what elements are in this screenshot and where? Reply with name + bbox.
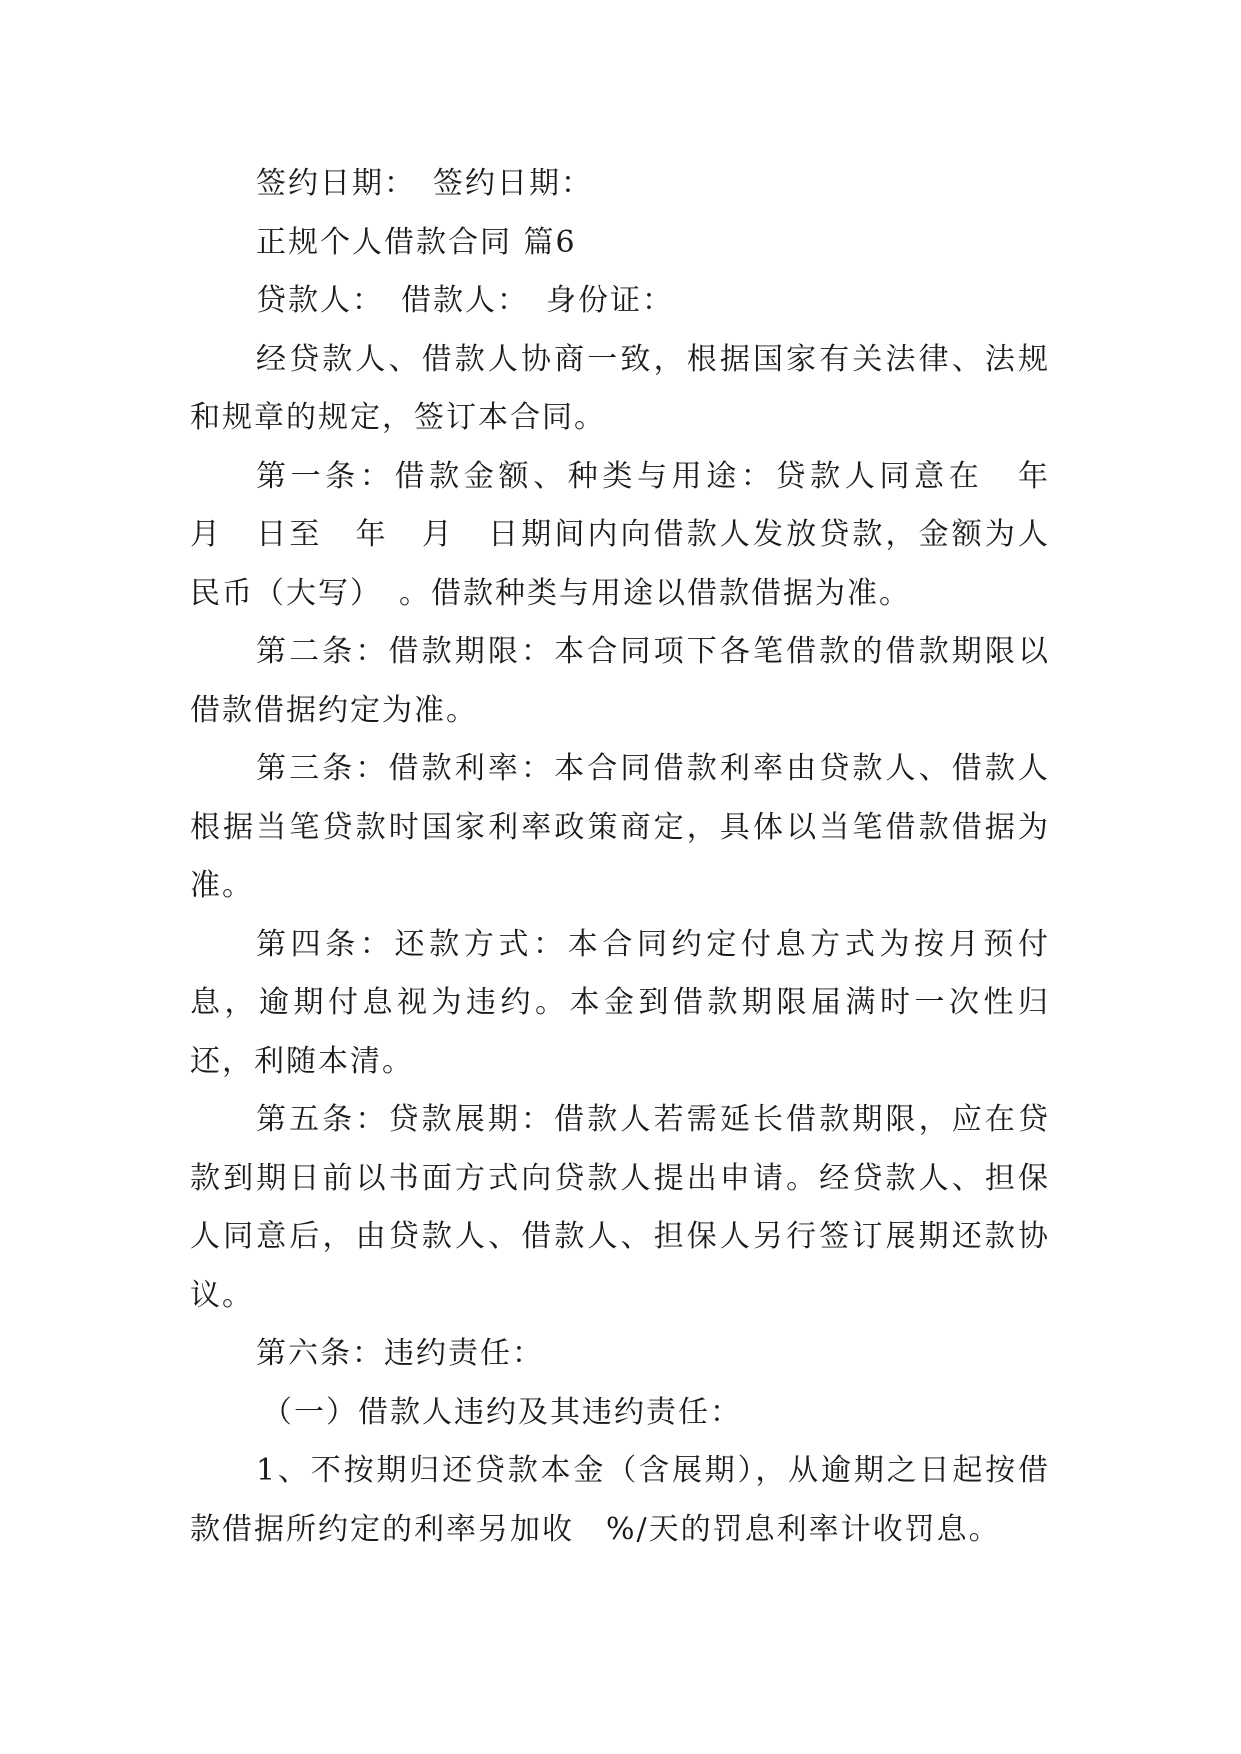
clause-1-heading: （一）借款人违约及其违约责任： bbox=[262, 1394, 742, 1430]
clause-1-item-1: 1、不按期归还贷款本金（含展期），从逾期之日起按借款借据所约定的利率另加收 %/天的罚息利率计收罚息。 bbox=[190, 1453, 1050, 1547]
document-page bbox=[190, 155, 1082, 1559]
article-1-paragraph: 第一条：借款金额、种类与用途：贷款人同意在 年 月 日至 年 月 日期间内向借款人发放贷款，金额为人民币（大写） 。借款种类与用途以借款借据为准。 bbox=[190, 458, 1082, 611]
section-title: 正规个人借款合同 篇6 bbox=[256, 224, 577, 260]
article-5-paragraph: 第五条：贷款展期：借款人若需延长借款期限，应在贷款到期日前以书面方式向贷款人提出申请。经贷款人、担保人同意后，由贷款人、借款人、担保人另行签订展期还款协议。 bbox=[190, 1102, 1050, 1313]
article-4-paragraph: 第四条：还款方式：本合同约定付息方式为按月预付息，逾期付息视为违约。本金到借款期限届满时一次性归还，利随本清。 bbox=[190, 926, 1050, 1079]
article-2-paragraph: 第二条：借款期限：本合同项下各笔借款的借款期限以借款借据约定为准。 bbox=[190, 634, 1050, 728]
parties-line: 贷款人： 借款人： 身份证： bbox=[256, 283, 674, 318]
preamble-paragraph: 经贷款人、借款人协商一致，根据国家有关法律、法规和规章的规定，签订本合同。 bbox=[190, 341, 1050, 435]
signing-date-line: 签约日期： 签约日期： bbox=[256, 166, 593, 201]
article-6-heading: 第六条：违约责任： bbox=[256, 1336, 544, 1371]
article-3-paragraph: 第三条：借款利率：本合同借款利率由贷款人、借款人根据当笔贷款时国家利率政策商定，具体以当笔借款借据为准。 bbox=[190, 751, 1050, 903]
